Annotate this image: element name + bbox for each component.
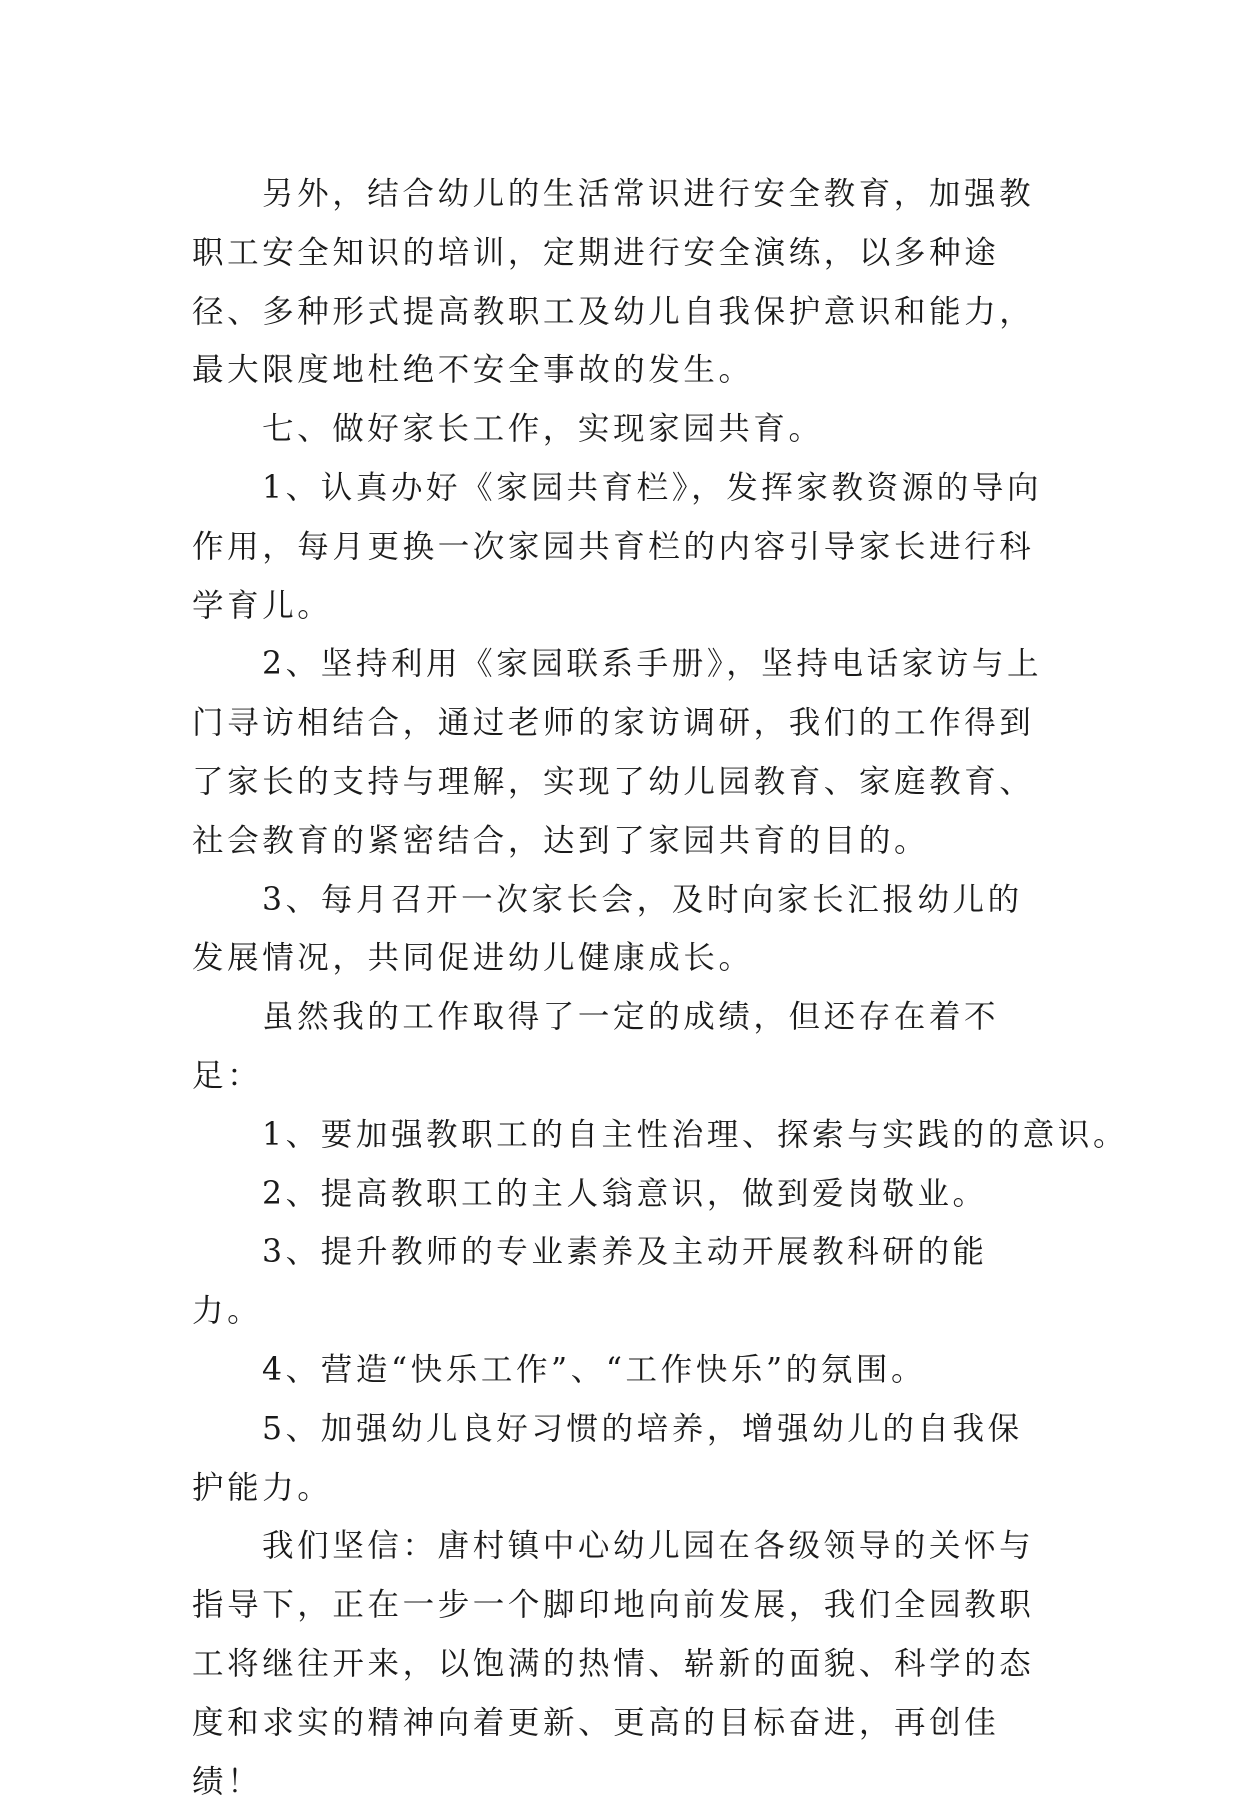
document-body [192,165,1129,1811]
list-item-shortcoming-2: 2、提高教职工的主人翁意识，做到爱岗敬业。 [262,1175,988,1212]
list-item-shortcoming-5: 5、加强幼儿良好习惯的培养，增强幼儿的自我保护能力。 [192,1410,1023,1506]
paragraph-item-2-handbook: 2、坚持利用《家园联系手册》，坚持电话家访与上门寻访相结合，通过老师的家访调研，我们的工作得到了家长的支持与理解，实现了幼儿园教育、家庭教育、社会教育的紧密结合，达到了家园共育的目的。 [192,646,1043,859]
paragraph-shortcomings-intro: 虽然我的工作取得了一定的成绩，但还存在着不足： [192,999,1000,1094]
section-heading-parent-work: 七、做好家长工作，实现家园共育。 [262,411,824,448]
paragraph-safety-education: 另外，结合幼儿的生活常识进行安全教育，加强教职工安全知识的培训，定期进行安全演练，以多种途径、多种形式提高教职工及幼儿自我保护意识和能力，最大限度地杜绝不安全事故的发生。 [192,176,1035,389]
list-item-shortcoming-3: 3、提升教师的专业素养及主动开展教科研的能力。 [192,1234,988,1330]
paragraph-item-3-parent-meeting: 3、每月召开一次家长会，及时向家长汇报幼儿的发展情况，共同促进幼儿健康成长。 [192,881,1023,977]
paragraph-conclusion: 我们坚信：唐村镇中心幼儿园在各级领导的关怀与指导下，正在一步一个脚印地向前发展，我们全园教职工将继往开来，以饱满的热情、崭新的面貌、科学的态度和求实的精神向着更新、更高的目标奋进，再创佳绩！ [192,1528,1035,1800]
paragraph-item-1-bulletin: 1、认真办好《家园共育栏》，发挥家教资源的导向作用，每月更换一次家园共育栏的内容引导家长进行科学育儿。 [192,469,1043,624]
list-item-shortcoming-1: 1、要加强教职工的自主性治理、探索与实践的的意识。 [262,1116,1129,1153]
list-item-shortcoming-4: 4、营造“快乐工作”、“工作快乐”的氛围。 [262,1351,927,1388]
